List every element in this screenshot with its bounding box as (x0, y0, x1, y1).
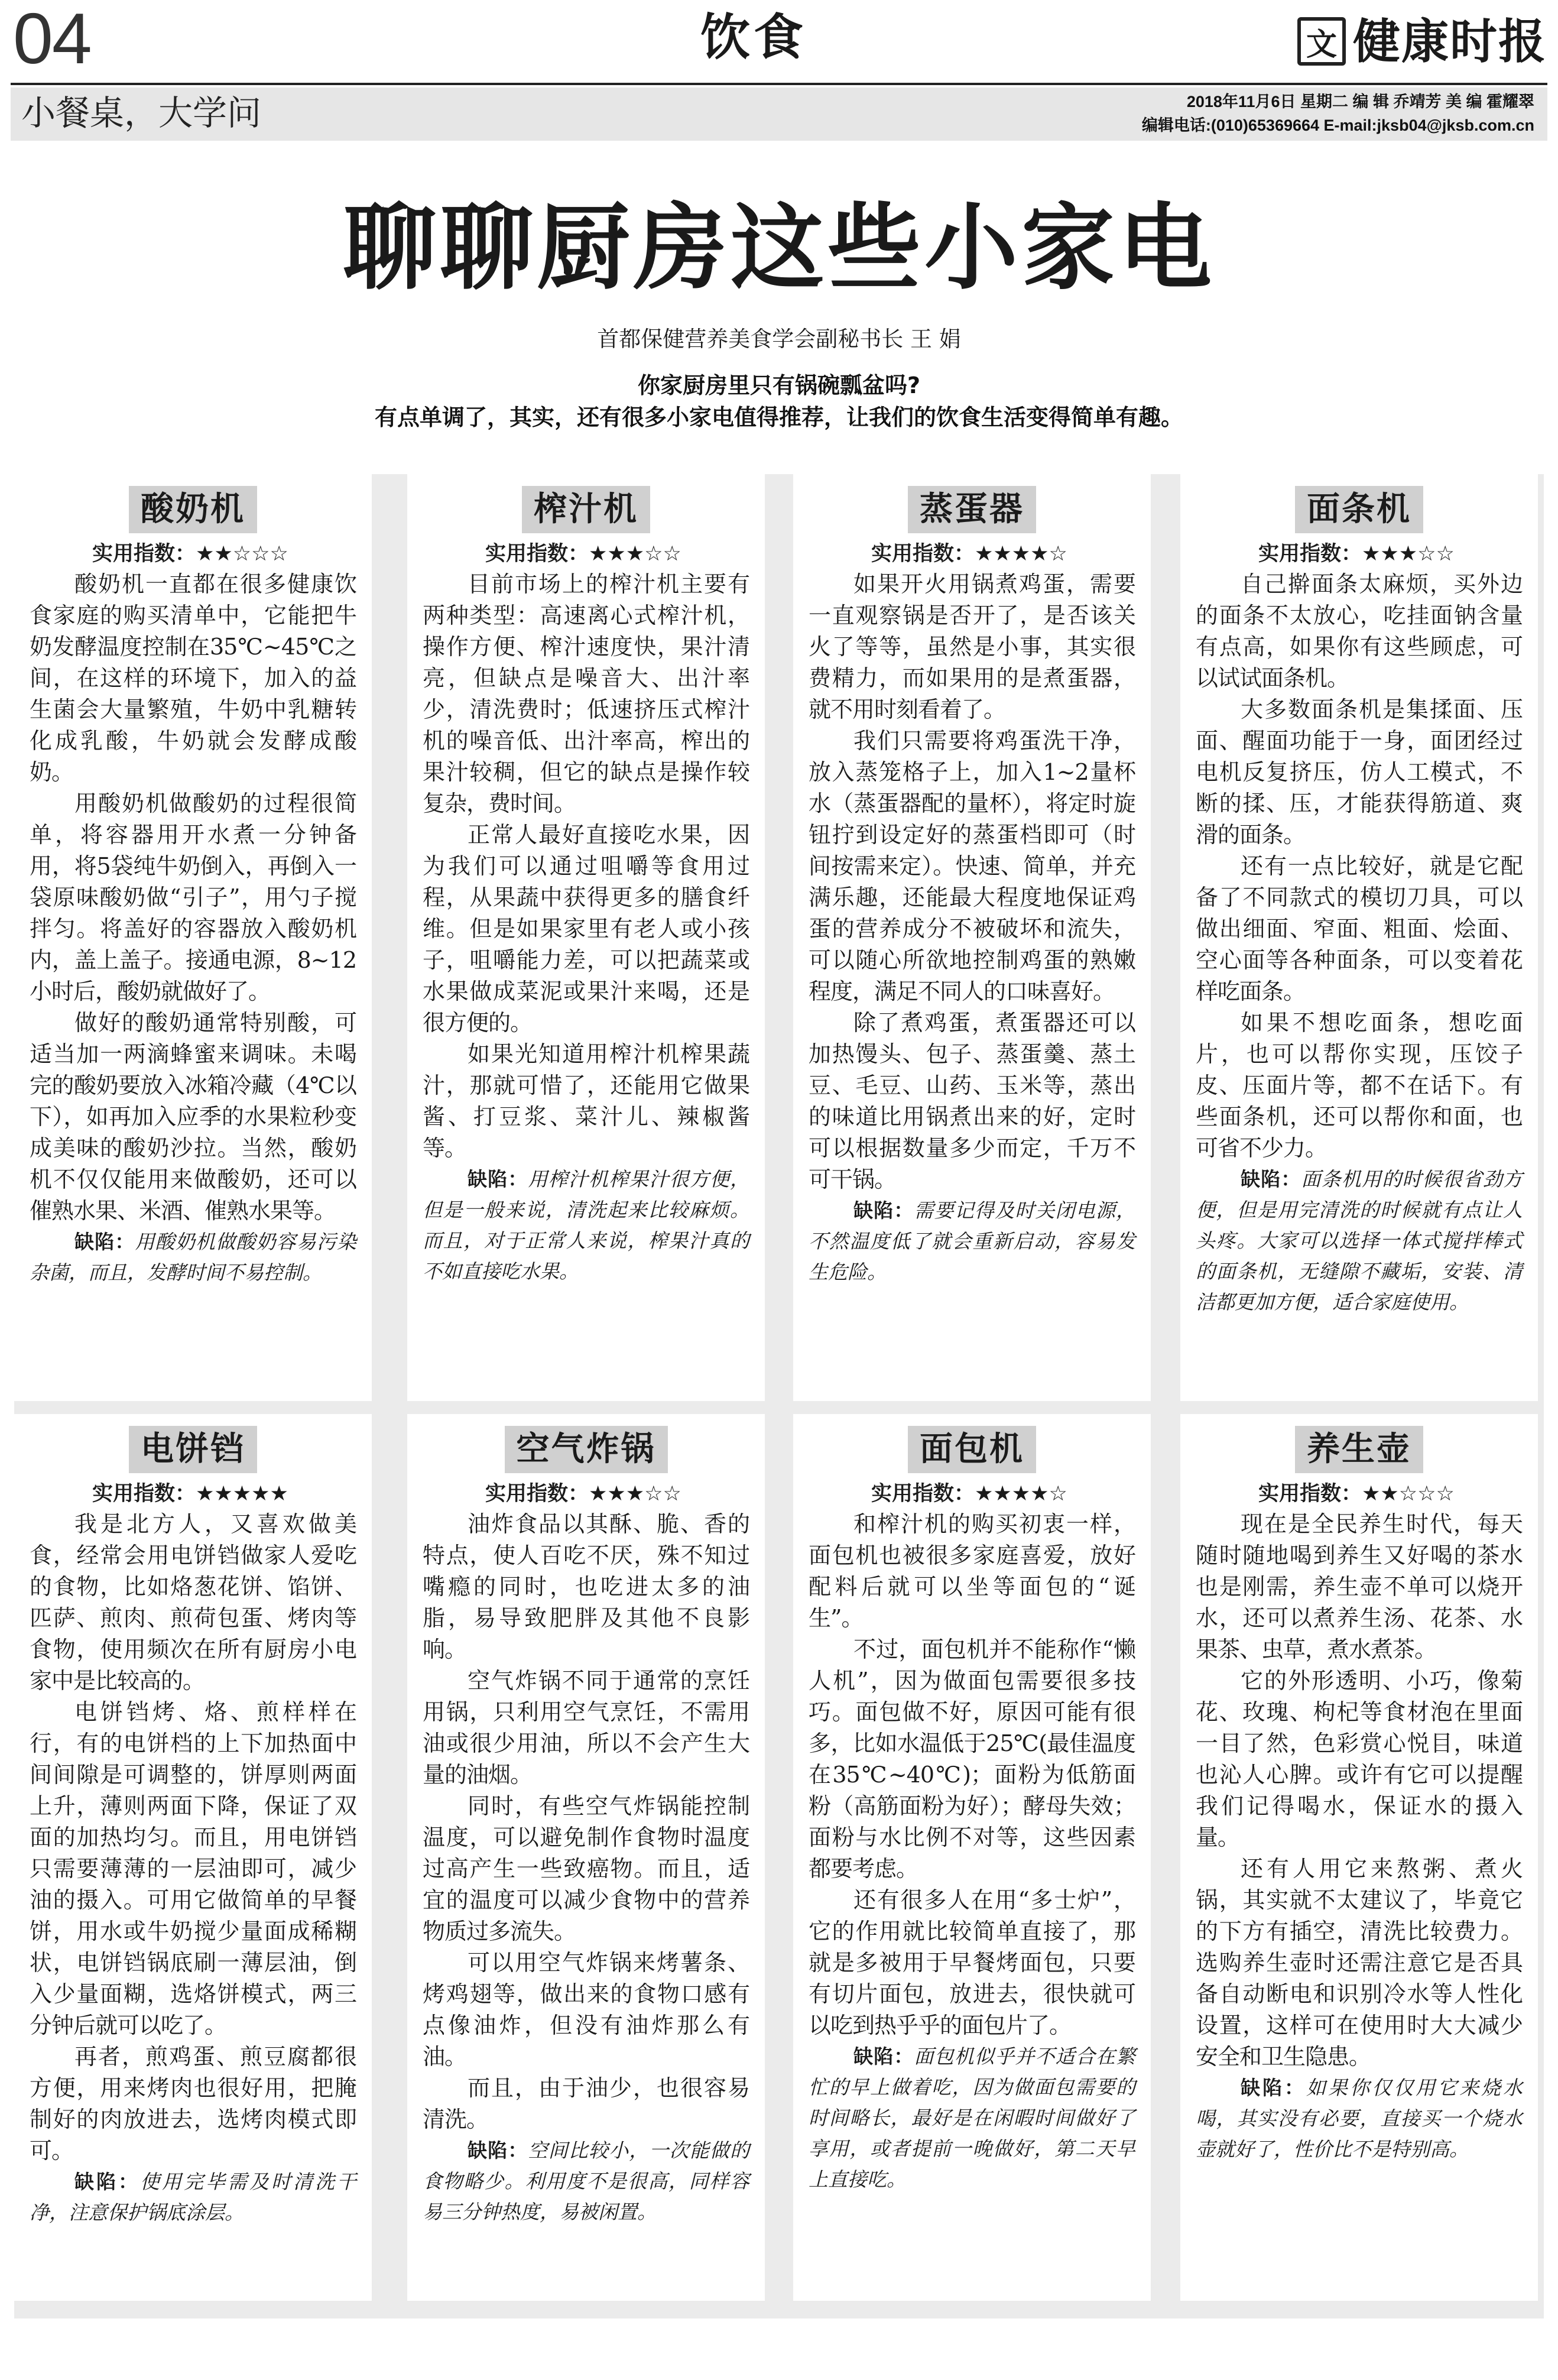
card-title (423, 1426, 749, 1473)
section-title: 饮食 (700, 8, 807, 66)
card-rating: 实用指数：★★★★☆ (871, 542, 1067, 566)
intro (0, 369, 1558, 433)
card-title (30, 1426, 356, 1473)
card-paragraph: 空气炸锅不同于通常的烹饪用锅，只利用空气烹饪，不需用油或很少用油，所以不会产生大量的油烟。 (423, 1668, 749, 1788)
defect-text: 面条机用的时候很省劲方便，但是用完清洗的时候就有点让人头疼。大家可以选择一体式搅拌棒式的面条机，无缝隙不藏垢，安装、清洁都更加方便，适合家庭使用。 (1196, 1168, 1523, 1314)
card-paragraph: 还有很多人在用“多士炉”，它的作用就比较简单直接了，那就是多被用于早餐烤面包，只要有切片面包，放进去，很快就可以吃到热乎乎的面包片了。 (809, 1887, 1135, 2038)
defect-label: 缺陷： (468, 2139, 528, 2162)
card-paragraph: 和榨汁机的购买初衷一样，面包机也被很多家庭喜爱，放好配料后就可以坐等面包的“诞生”。 (809, 1511, 1135, 1631)
card-rating: 实用指数：★★☆☆☆ (1258, 1482, 1455, 1506)
card-rating: 实用指数：★★★★★ (92, 1482, 288, 1506)
edition-meta (1142, 90, 1534, 137)
card-paragraph: 做好的酸奶通常特别酸，可适当加一两滴蜂蜜来调味。未喝完的酸奶要放入冰箱冷藏（4℃以下），如再加入应季的水果粒秒变成美味的酸奶沙拉。当然，酸奶机不仅仅能用来做酸奶，还可以催熟水果、米酒、催熟水果等。 (30, 1010, 356, 1224)
card-noodle-maker (1180, 474, 1538, 1401)
intro-line: 有点单调了，其实，还有很多小家电值得推荐，让我们的饮食生活变得简单有趣。 (374, 404, 1183, 430)
card-egg-steamer (793, 474, 1151, 1401)
defect-text: 如果你仅仅用它来烧水喝，其实没有必要，直接买一个烧水壶就好了，性价比不是特别高。 (1196, 2076, 1523, 2161)
card-paragraph: 再者，煎鸡蛋、煎豆腐都很方便，用来烤肉也很好用，把腌制好的肉放进去，选烤肉模式即可。 (30, 2044, 356, 2164)
card-defect (809, 1195, 1135, 1288)
card-defect (809, 2041, 1135, 2195)
logo-mark-icon: 文 (1297, 17, 1346, 66)
card-paragraph: 酸奶机一直都在很多健康饮食家庭的购买清单中，它能把牛奶发酵温度控制在35℃~45℃之间，在这样的环境下，加入的益生菌会大量繁殖，牛奶中乳糖转化成乳酸，牛奶就会发酵成酸奶。 (30, 571, 356, 785)
logo-text: 健康时报 (1353, 14, 1547, 69)
card-health-kettle (1180, 1414, 1538, 2301)
card-rating: 实用指数：★★★★☆ (871, 1482, 1067, 1506)
defect-text: 空间比较小，一次能做的食物略少。利用度不是很高，同样容易三分钟热度，易被闲置。 (423, 2139, 750, 2223)
card-defect (1196, 1164, 1523, 1318)
defect-label: 缺陷： (1241, 2076, 1306, 2099)
card-rating: 实用指数：★★★☆☆ (485, 542, 681, 566)
defect-text: 需要记得及时关闭电源，不然温度低了就会重新启动，容易发生危险。 (809, 1199, 1136, 1283)
defect-label: 缺陷： (468, 1168, 528, 1191)
card-title-text: 面条机 (1295, 486, 1423, 533)
card-title (1196, 1426, 1523, 1473)
card-defect (30, 2167, 356, 2228)
card-defect (30, 1227, 356, 1288)
header-rule (11, 83, 1547, 85)
page-number: 04 (13, 0, 91, 79)
defect-label: 缺陷： (853, 1199, 914, 1222)
card-rating: 实用指数：★★★☆☆ (1258, 542, 1455, 566)
card-title (423, 486, 749, 533)
card-paragraph: 大多数面条机是集揉面、压面、醒面功能于一身，面团经过电机反复挤压，仿人工模式，不断的揉、压，才能获得筋道、爽滑的面条。 (1196, 696, 1523, 848)
card-paragraph: 还有一点比较好，就是它配备了不同款式的模切刀具，可以做出细面、窄面、粗面、烩面、空心面等各种面条，可以变着花样吃面条。 (1196, 853, 1523, 1004)
card-paragraph: 目前市场上的榨汁机主要有两种类型：高速离心式榨汁机，操作方便、榨汁速度快，果汁清亮，但缺点是噪音大、出汁率少，清洗费时；低速挤压式榨汁机的噪音低、出汁率高，榨出的果汁较稠，但它的缺点是操作较复杂，费时间。 (423, 571, 749, 816)
card-juicer (407, 474, 765, 1401)
card-title-text: 蒸蛋器 (908, 486, 1036, 533)
card-title (30, 486, 356, 533)
card-title-text: 养生壶 (1295, 1426, 1423, 1473)
card-paragraph: 如果光知道用榨汁机榨果蔬汁，那就可惜了，还能用它做果酱、打豆浆、菜汁儿、辣椒酱等。 (423, 1041, 749, 1161)
card-rating: 实用指数：★★☆☆☆ (92, 542, 288, 566)
card-electric-griddle (14, 1414, 372, 2301)
card-title-text: 空气炸锅 (505, 1426, 668, 1473)
defect-label: 缺陷： (853, 2045, 914, 2068)
defect-label: 缺陷： (74, 1230, 135, 1253)
card-title (809, 1426, 1135, 1473)
card-air-fryer (407, 1414, 765, 2301)
card-title-text: 电饼铛 (129, 1426, 257, 1473)
defect-text: 使用完毕需及时清洗干净，注意保护锅底涂层。 (30, 2170, 356, 2224)
defect-text: 用榨汁机榨果汁很方便，但是一般来说，清洗起来比较麻烦。而且，对于正常人来说，榨果汁真的不如直接吃水果。 (423, 1168, 750, 1283)
defect-text: 面包机似乎并不适合在繁忙的早上做着吃，因为做面包需要的时间略长，最好是在闲暇时间做好了享用，或者提前一晚做好，第二天早上直接吃。 (809, 2045, 1136, 2191)
headline: 聊聊厨房这些小家电 (343, 193, 1215, 303)
card-paragraph: 我们只需要将鸡蛋洗干净，放入蒸笼格子上，加入1~2量杯水（蒸蛋器配的量杯），将定时旋钮拧到设定好的蒸蛋档即可（时间按需来定）。快速、简单，并充满乐趣，还能最大程度地保证鸡蛋的营养成分不被破坏和流失，可以随心所欲地控制鸡蛋的熟嫩程度，满足不同人的口味喜好。 (809, 728, 1135, 1004)
card-paragraph: 除了煮鸡蛋，煮蛋器还可以加热馒头、包子、蒸蛋羹、蒸土豆、毛豆、山药、玉米等，蒸出的味道比用锅煮出来的好，定时可以根据数量多少而定，千万不可干锅。 (809, 1010, 1135, 1192)
defect-label: 缺陷： (74, 2170, 140, 2193)
appliance-grid (14, 474, 1544, 2319)
card-paragraph: 如果开火用锅煮鸡蛋，需要一直观察锅是否开了，是否该关火了等等，虽然是小事，其实很费精力，而如果用的是煮蛋器，就不用时刻看着了。 (809, 571, 1135, 722)
card-title (809, 486, 1135, 533)
card-paragraph: 用酸奶机做酸奶的过程很简单，将容器用开水煮一分钟备用，将5袋纯牛奶倒入，再倒入一袋原味酸奶做“引子”，用勺子搅拌匀。将盖好的容器放入酸奶机内，盖上盖子。接通电源，8~12小时后，酸奶就做好了。 (30, 790, 356, 1004)
card-title-text: 面包机 (908, 1426, 1036, 1473)
intro-line: 你家厨房里只有锅碗瓢盆吗? (637, 372, 921, 398)
byline: 首都保健营养美食学会副秘书长 王 娟 (597, 326, 961, 352)
card-defect (423, 1164, 749, 1287)
card-paragraph: 它的外形透明、小巧，像菊花、玫瑰、枸杞等食材泡在里面一目了然，色彩赏心悦目，味道也沁人心脾。或许有它可以提醒我们记得喝水，保证水的摄入量。 (1196, 1668, 1523, 1850)
card-defect (1196, 2073, 1523, 2165)
card-paragraph: 电饼铛烤、烙、煎样样在行，有的电饼档的上下加热面中间间隙是可调整的，饼厚则两面上升，薄则两面下降，保证了双面的加热均匀。而且，用电饼铛只需要薄薄的一层油即可，减少油的摄入。可用它做简单的早餐饼，用水或牛奶搅少量面成稀糊状，电饼铛锅底刷一薄层油，倒入少量面糊，选烙饼模式，两三分钟后就可以吃了。 (30, 1699, 356, 2038)
defect-text: 用酸奶机做酸奶容易污染杂菌，而且，发酵时间不易控制。 (30, 1230, 357, 1284)
card-paragraph: 我是北方人，又喜欢做美食，经常会用电饼铛做家人爱吃的食物，比如烙葱花饼、馅饼、匹萨、煎肉、煎荷包蛋、烤肉等食物，使用频次在所有厨房小电家中是比较高的。 (30, 1511, 356, 1694)
contact-line: 编辑电话:(010)65369664 E-mail:jksb04@jksb.com.cn (1141, 116, 1534, 134)
defect-label: 缺陷： (1241, 1168, 1301, 1191)
card-defect (423, 2135, 749, 2227)
card-paragraph: 如果不想吃面条，想吃面片，也可以帮你实现，压饺子皮、压面片等，都不在话下。有些面条机，还可以帮你和面，也可省不少力。 (1196, 1010, 1523, 1161)
card-paragraph: 自己擀面条太麻烦，买外边的面条不太放心，吃挂面钠含量有点高，如果你有这些顾虑，可以试试面条机。 (1196, 571, 1523, 691)
card-paragraph: 现在是全民养生时代，每天随时随地喝到养生又好喝的茶水也是刚需，养生壶不单可以烧开水，还可以煮养生汤、花茶、水果茶、虫草，煮水煮茶。 (1196, 1511, 1523, 1662)
card-paragraph: 同时，有些空气炸锅能控制温度，可以避免制作食物时温度过高产生一些致癌物。而且，适宜的温度可以减少食物中的营养物质过多流失。 (423, 1793, 749, 1944)
card-paragraph: 可以用空气炸锅来烤薯条、烤鸡翅等，做出来的食物口感有点像油炸，但没有油炸那么有油。 (423, 1950, 749, 2070)
card-paragraph: 油炸食品以其酥、脆、香的特点，使人百吃不厌，殊不知过嘴瘾的同时，也吃进太多的油脂，易导致肥胖及其他不良影响。 (423, 1511, 749, 1662)
column-name: 小餐桌，大学问 (21, 93, 262, 133)
card-title (1196, 486, 1523, 533)
card-paragraph: 还有人用它来熬粥、煮火锅，其实就不太建议了，毕竟它的下方有插空，清洗比较费力。选购养生壶时还需注意它是否具备自动断电和识别冷水等人性化设置，这样可在使用时大大减少安全和卫生隐患。 (1196, 1856, 1523, 2070)
card-paragraph: 而且，由于油少，也很容易清洗。 (423, 2075, 749, 2132)
card-title-text: 榨汁机 (522, 486, 650, 533)
date-line: 2018年11月6日 星期二 编 辑 乔靖芳 美 编 霍耀翠 (1186, 93, 1534, 111)
card-bread-maker (793, 1414, 1151, 2301)
card-paragraph: 正常人最好直接吃水果，因为我们可以通过咀嚼等食用过程，从果蔬中获得更多的膳食纤维。但是如果家里有老人或小孩子，咀嚼能力差，可以把蔬菜或水果做成菜泥或果汁来喝，还是很方便的。 (423, 822, 749, 1036)
masthead-logo (1297, 14, 1547, 69)
card-title-text: 酸奶机 (129, 486, 257, 533)
card-paragraph: 不过，面包机并不能称作“懒人机”，因为做面包需要很多技巧。面包做不好，原因可能有很多，比如水温低于25℃(最佳温度在35℃~40℃)；面粉为低筋面粉（高筋面粉为好）；酵母失效；面粉与水比例不对等，这些因素都要考虑。 (809, 1636, 1135, 1882)
card-yogurt-maker (14, 474, 372, 1401)
card-rating: 实用指数：★★★☆☆ (485, 1482, 681, 1506)
